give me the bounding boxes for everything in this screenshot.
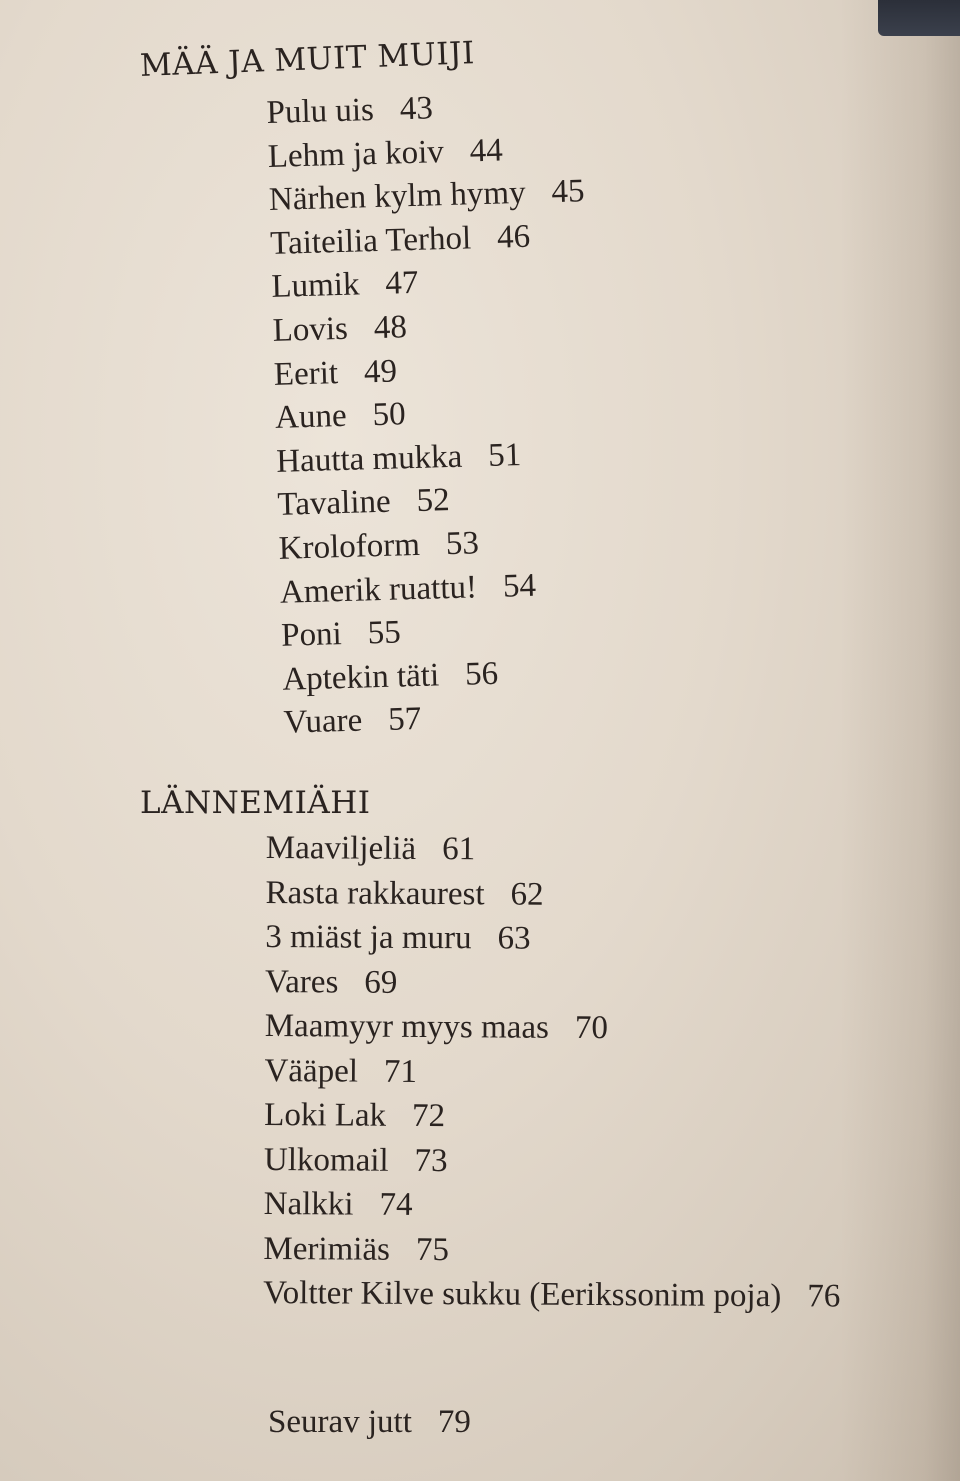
entry-title: Pulu uis bbox=[266, 92, 375, 131]
toc-entry bbox=[264, 1048, 841, 1096]
entry-page-number: 71 bbox=[383, 1053, 418, 1090]
entry-title: Vuare bbox=[283, 702, 363, 742]
entry-page-number: 52 bbox=[416, 482, 451, 520]
entry-title: Rasta rakkaurest bbox=[265, 874, 485, 912]
toc-entry bbox=[283, 693, 600, 745]
entry-title: Hautta mukka bbox=[275, 438, 463, 480]
toc-entry bbox=[265, 870, 842, 918]
toc-entry bbox=[266, 826, 843, 874]
toc-entry bbox=[263, 1226, 840, 1274]
entry-title: Nalkki bbox=[263, 1185, 354, 1223]
toc-entry bbox=[263, 1271, 840, 1319]
entry-page-number: 55 bbox=[367, 614, 402, 652]
toc-entry bbox=[265, 959, 842, 1007]
entry-page-number: 73 bbox=[414, 1142, 448, 1179]
entry-page-number: 74 bbox=[379, 1186, 413, 1223]
entry-page-number: 63 bbox=[497, 920, 531, 957]
entry-title: Amerik ruattu! bbox=[279, 568, 478, 611]
toc-final-entry bbox=[268, 1404, 471, 1441]
entry-title: Aptekin täti bbox=[281, 657, 440, 698]
toc-entry bbox=[264, 1093, 841, 1141]
toc-list-section-1 bbox=[266, 83, 600, 745]
entry-page-number: 45 bbox=[551, 173, 586, 211]
entry-page-number: 54 bbox=[502, 567, 537, 605]
entry-page-number: 49 bbox=[363, 353, 398, 390]
entry-page-number: 61 bbox=[442, 831, 476, 868]
entry-title: Lehm ja koiv bbox=[267, 133, 445, 175]
entry-page-number: 50 bbox=[372, 396, 407, 434]
entry-title: Merimiäs bbox=[263, 1230, 391, 1268]
toc-entry bbox=[268, 170, 585, 222]
entry-title: Maaviljeliä bbox=[265, 829, 417, 867]
entry-page-number: 76 bbox=[807, 1278, 841, 1315]
entry-page-number: 44 bbox=[469, 132, 504, 169]
book-cover-edge bbox=[878, 0, 960, 36]
entry-page-number: 69 bbox=[364, 964, 398, 1001]
entry-page-number: 75 bbox=[415, 1231, 450, 1268]
entry-title: Vääpel bbox=[264, 1052, 359, 1090]
entry-page-number: 79 bbox=[437, 1404, 471, 1440]
page-curve-shadow bbox=[840, 0, 960, 1481]
entry-page-number: 57 bbox=[387, 701, 422, 739]
entry-page-number: 70 bbox=[574, 1009, 608, 1047]
entry-title: Taiteilia Terhol bbox=[269, 220, 472, 262]
entry-title: Lumik bbox=[270, 266, 360, 306]
entry-page-number: 51 bbox=[487, 436, 522, 474]
entry-title: Poni bbox=[280, 616, 343, 654]
toc-entry bbox=[264, 1137, 841, 1185]
entry-title: Närhen kylm hymy bbox=[268, 174, 527, 219]
entry-page-number: 48 bbox=[373, 309, 408, 347]
toc-entry bbox=[265, 1004, 842, 1052]
entry-title: Voltter Kilve sukku (Eerikssonim poja) bbox=[263, 1274, 782, 1315]
entry-title: Ulkomail bbox=[263, 1141, 389, 1179]
entry-title: Aune bbox=[274, 398, 348, 437]
entry-page-number: 72 bbox=[412, 1097, 446, 1135]
entry-title: Seurav jutt bbox=[268, 1404, 412, 1440]
toc-entry bbox=[264, 1182, 841, 1230]
section-title-maa-ja-muit-muiji: MÄÄ JA MUIT MUIJI bbox=[139, 35, 476, 84]
entry-title: Lovis bbox=[272, 310, 349, 349]
entry-title: Tavaline bbox=[277, 484, 392, 524]
entry-page-number: 43 bbox=[399, 90, 434, 128]
entry-page-number: 56 bbox=[464, 655, 499, 693]
entry-title: Vares bbox=[264, 963, 339, 1000]
entry-title: Kroloform bbox=[278, 526, 421, 567]
entry-page-number: 62 bbox=[510, 875, 544, 913]
toc-list-section-2 bbox=[263, 826, 843, 1319]
entry-page-number: 53 bbox=[445, 525, 480, 563]
entry-title: Loki Lak bbox=[264, 1096, 387, 1134]
entry-title: 3 miäst ja muru bbox=[265, 918, 472, 957]
entry-page-number: 46 bbox=[496, 218, 531, 256]
entry-page-number: 47 bbox=[384, 265, 419, 303]
entry-title: Eerit bbox=[273, 354, 339, 393]
section-title-lannemiahi: LÄNNEMIÄHI bbox=[140, 785, 371, 821]
entry-title: Maamyyr myys maas bbox=[264, 1007, 549, 1046]
toc-entry bbox=[265, 915, 842, 963]
